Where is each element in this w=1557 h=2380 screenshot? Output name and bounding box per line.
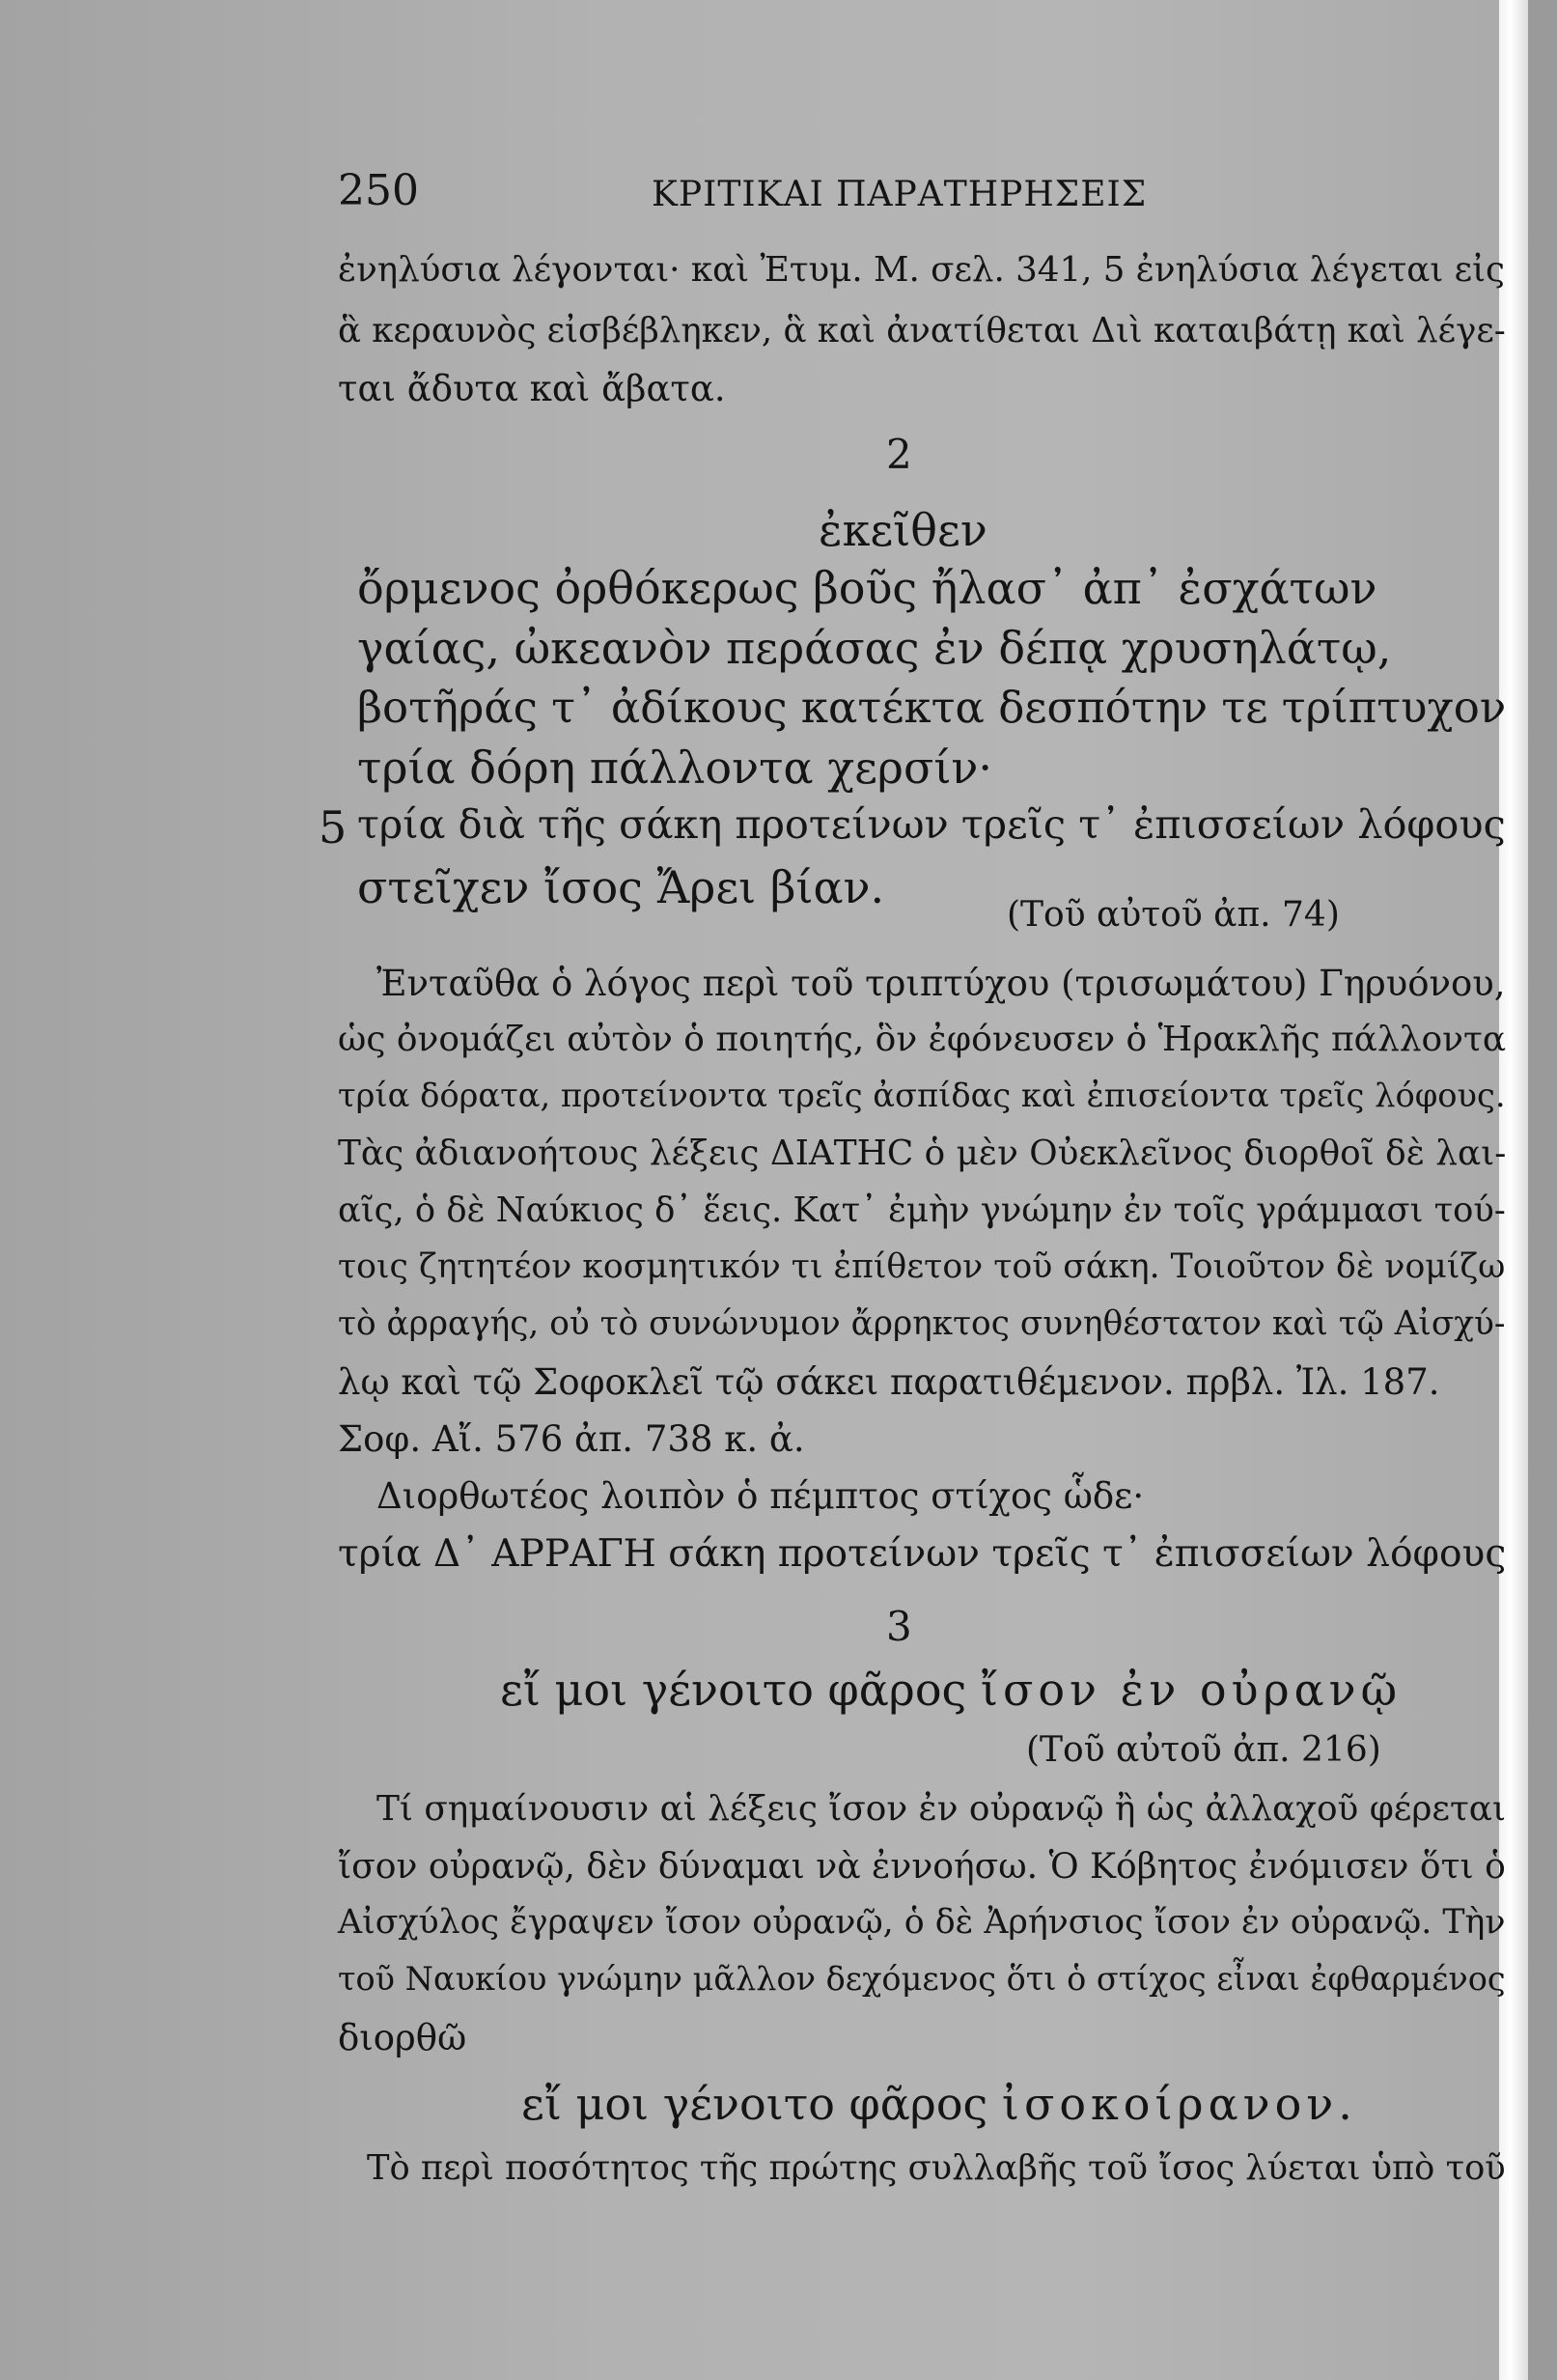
- commentary-line: Τὰς ἀδιανοήτους λέξεις ΔΙΑΤΗC ὁ μὲν Οὐεκλεῖνος διορθοῖ δὲ λαι-: [338, 1134, 1507, 1173]
- verse-line: [500, 1664, 1403, 1716]
- verse-text-spaced: ἰσοκοίρανον.: [1001, 2078, 1357, 2130]
- corrected-verse: [521, 2078, 1357, 2130]
- verse-line: τρία δόρη πάλλοντα χερσίν·: [357, 742, 992, 794]
- commentary-line: Αἰσχύλος ἔγραψεν ἴσον οὐρανῷ, ὁ δὲ Ἀρήνσιος ἴσον ἐν οὐρανῷ. Τὴν: [338, 1903, 1506, 1942]
- verse-line: γαίας, ὠκεανὸν περάσας ἐν δέπᾳ χρυσηλάτῳ,: [357, 622, 1392, 674]
- verse-line: τρία διὰ τῆς σάκη προτείνων τρεῖς τ᾽ ἐπισσείων λόφους: [357, 801, 1506, 848]
- commentary-line: λῳ καὶ τῷ Σοφοκλεῖ τῷ σάκει παρατιθέμενον. πρβλ. Ἰλ. 187.: [338, 1361, 1440, 1403]
- intro-line: ἃ κεραυνὸς εἰσβέβληκεν, ἃ καὶ ἀνατίθεται Διὶ καταιβάτῃ καὶ λέγε-: [338, 311, 1506, 350]
- commentary-line: Ἐνταῦθα ὁ λόγος περὶ τοῦ τριπτύχου (τρισωμάτου) Γηρυόνου,: [376, 963, 1506, 1004]
- source-citation: (Τοῦ αὐτοῦ ἀπ. 74): [1007, 895, 1340, 935]
- verse-line-number: 5: [319, 801, 348, 854]
- verse-text-spaced: ἴσον ἐν οὐρανῷ: [980, 1664, 1403, 1716]
- commentary-line: αῖς, ὁ δὲ Ναύκιος δ᾽ ἕεις. Κατ᾽ ἐμὴν γνώμην ἐν τοῖς γράμμασι τού-: [338, 1190, 1506, 1230]
- commentary-line: τὸ ἀρραγής, οὐ τὸ συνώνυμον ἄρρηκτος συνηθέστατον καὶ τῷ Αἰσχύ-: [338, 1304, 1506, 1343]
- page-number: 250: [338, 166, 419, 215]
- section-number: 3: [886, 1603, 912, 1650]
- commentary-line: ἴσον οὐρανῷ, δὲν δύναμαι νὰ ἐννοήσω. Ὁ Κόβητος ἐνόμισεν ὅτι ὁ: [338, 1846, 1506, 1887]
- verse-line: στεῖχεν ἴσος Ἄρει βίαν.: [357, 861, 885, 913]
- intro-line: ἐνηλύσια λέγονται· καὶ Ἐτυμ. Μ. σελ. 341, 5 ἐνηλύσια λέγεται εἰς: [338, 250, 1506, 290]
- commentary-line: Τί σημαίνουσιν αἱ λέξεις ἴσον ἐν οὐρανῷ ἢ ὡς ἀλλαχοῦ φέρεται: [376, 1789, 1507, 1829]
- verse-line: βοτῆράς τ᾽ ἀδίκους κατέκτα δεσπότην τε τρίπτυχον: [357, 682, 1507, 733]
- commentary-line: διορθῶ: [338, 2017, 467, 2058]
- commentary-line: Διορθωτέος λοιπὸν ὁ πέμπτος στίχος ὧδε·: [376, 1475, 1145, 1517]
- verse-line: ὄρμενος ὀρθόκερως βοῦς ἤλασ᾽ ἀπ᾽ ἐσχάτων: [357, 562, 1377, 614]
- commentary-line: τοις ζητητέον κοσμητικόν τι ἐπίθετον τοῦ σάκη. Τοιοῦτον δὲ νομίζω: [338, 1247, 1506, 1286]
- running-head: ΚΡΙΤΙΚΑΙ ΠΑΡΑΤΗΡΗΣΕΙΣ: [652, 175, 1148, 214]
- corrected-verse: τρία Δ᾽ ΑΡΡΑΓΗ σάκη προτείνων τρεῖς τ᾽ ἐπισσείων λόφους: [338, 1532, 1507, 1576]
- verse-text: εἴ μοι γένοιτο φᾶρος: [521, 2078, 1002, 2130]
- section-number: 2: [886, 431, 912, 478]
- source-citation: (Τοῦ αὐτοῦ ἀπ. 216): [1026, 1730, 1381, 1770]
- intro-line: ται ἄδυτα καὶ ἄβατα.: [338, 368, 726, 409]
- verse-lead: ἐκεῖθεν: [819, 504, 987, 556]
- commentary-line: Σοφ. Αἴ. 576 ἀπ. 738 κ. ἀ.: [338, 1418, 805, 1460]
- verse-text: εἴ μοι γένοιτο φᾶρος: [500, 1664, 981, 1716]
- commentary-line: τοῦ Ναυκίου γνώμην μᾶλλον δεχόμενος ὅτι ὁ στίχος εἶναι ἐφθαρμένος: [338, 1960, 1506, 1998]
- commentary-line: τρία δόρατα, προτείνοντα τρεῖς ἀσπίδας καὶ ἐπισείοντα τρεῖς λόφους.: [338, 1077, 1506, 1114]
- commentary-line: ὡς ὀνομάζει αὐτὸν ὁ ποιητής, ὃν ἐφόνευσεν ὁ Ἡρακλῆς πάλλοντα: [338, 1020, 1507, 1059]
- closing-line: Τὸ περὶ ποσότητος τῆς πρώτης συλλαβῆς τοῦ ἴσος λύεται ὑπὸ τοῦ: [367, 2148, 1506, 2188]
